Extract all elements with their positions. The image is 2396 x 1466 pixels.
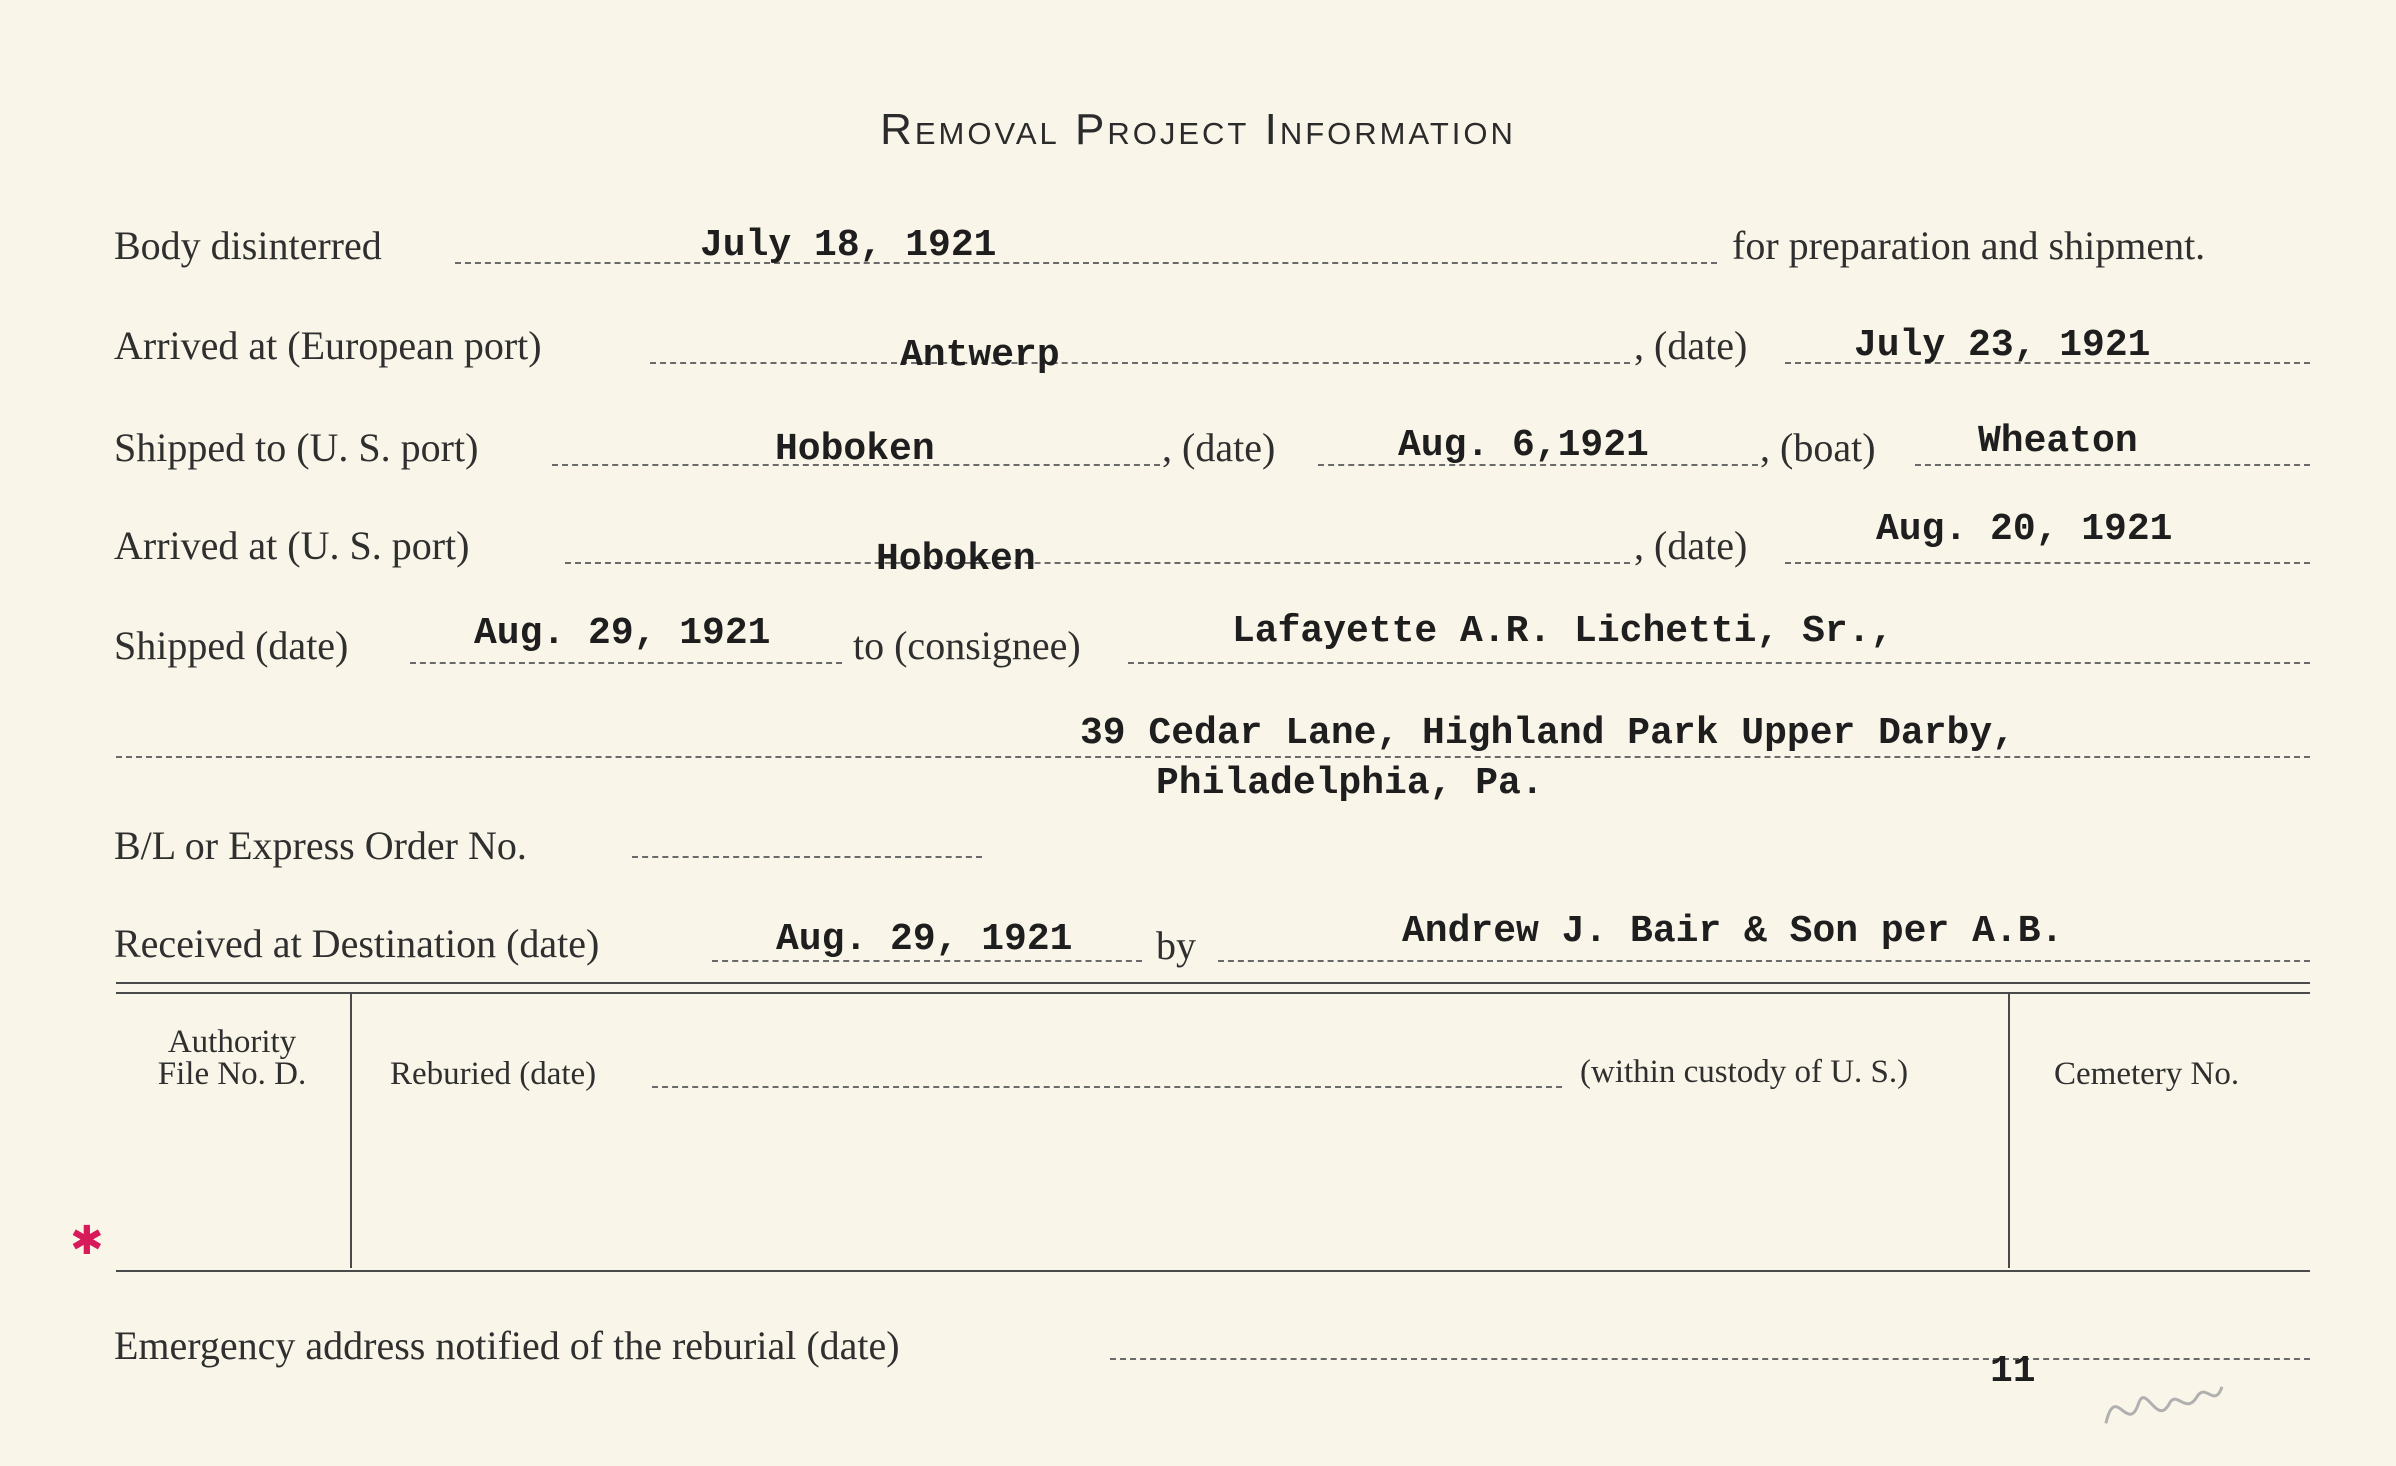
consignee-label: to (consignee) [853, 623, 1081, 668]
box-bottom-rule [116, 1270, 2310, 1272]
received-by-line [1218, 960, 2310, 962]
arrived-european-label: Arrived at (European port) [114, 323, 542, 368]
arrived-european-date: July 23, 1921 [1854, 324, 2151, 367]
emergency-line [1110, 1358, 2310, 1360]
received-date: Aug. 29, 1921 [776, 918, 1073, 961]
authority-label-1: Authority [167, 1024, 297, 1060]
disinterred-suffix: for preparation and shipment. [1732, 223, 2206, 268]
shipped-us-label: Shipped to (U. S. port) [114, 425, 479, 470]
received-by-label: by [1156, 923, 1196, 968]
bl-label: B/L or Express Order No. [114, 823, 527, 868]
arrived-us-label: Arrived at (U. S. port) [114, 523, 470, 568]
pencil-initials [2095, 1361, 2236, 1463]
cemetery-label: Cemetery No. [2054, 1056, 2240, 1092]
shipped-date: Aug. 29, 1921 [474, 612, 771, 655]
shipped-us-boat: Wheaton [1978, 420, 2138, 463]
box-divider-left [350, 994, 352, 1268]
pencil-scribble-icon [2095, 1361, 2233, 1448]
shipped-label: Shipped (date) [114, 623, 349, 668]
arrived-european-line [650, 362, 1630, 364]
arrived-european-date-label: , (date) [1634, 323, 1748, 368]
shipped-date-line [410, 662, 842, 664]
shipped-us-boat-line [1915, 464, 2310, 466]
received-by: Andrew J. Bair & Son per A.B. [1402, 910, 2064, 953]
arrived-us-date-label: , (date) [1634, 523, 1748, 568]
box-top-rule-2 [116, 992, 2310, 994]
card-title: Removal Project Information [880, 105, 1516, 154]
emergency-value: 11 [1990, 1350, 2036, 1393]
arrived-us-port: Hoboken [876, 538, 1036, 581]
arrived-us-date-line [1785, 562, 2310, 564]
shipped-us-date: Aug. 6,1921 [1398, 424, 1649, 467]
shipped-us-boat-label: , (boat) [1760, 425, 1876, 470]
disinterred-date: July 18, 1921 [700, 224, 997, 267]
bl-line [632, 856, 982, 858]
red-ink-mark: ✱ [70, 1218, 104, 1264]
custody-label: (within custody of U. S.) [1580, 1054, 1909, 1090]
reburied-label: Reburied (date) [390, 1056, 597, 1092]
box-divider-right [2008, 994, 2010, 1268]
arrived-european-port: Antwerp [900, 334, 1060, 377]
authority-label-2: File No. D. [157, 1056, 307, 1092]
address-line [116, 756, 2310, 758]
consignee-line [1128, 662, 2310, 664]
received-label: Received at Destination (date) [114, 921, 600, 966]
box-top-rule-1 [116, 982, 2310, 984]
arrived-us-line [565, 562, 1630, 564]
shipped-us-date-label: , (date) [1162, 425, 1276, 470]
disinterred-label: Body disinterred [114, 223, 382, 268]
address-line-2: Philadelphia, Pa. [1156, 762, 1544, 805]
reburied-line [652, 1086, 1562, 1088]
emergency-label: Emergency address notified of the reburial (date) [114, 1323, 900, 1368]
arrived-us-date: Aug. 20, 1921 [1876, 508, 2173, 551]
consignee-name: Lafayette A.R. Lichetti, Sr., [1232, 610, 1894, 653]
address-line-1: 39 Cedar Lane, Highland Park Upper Darby, [1080, 712, 2015, 755]
disinterred-line [455, 262, 1717, 264]
shipped-us-port: Hoboken [775, 428, 935, 471]
